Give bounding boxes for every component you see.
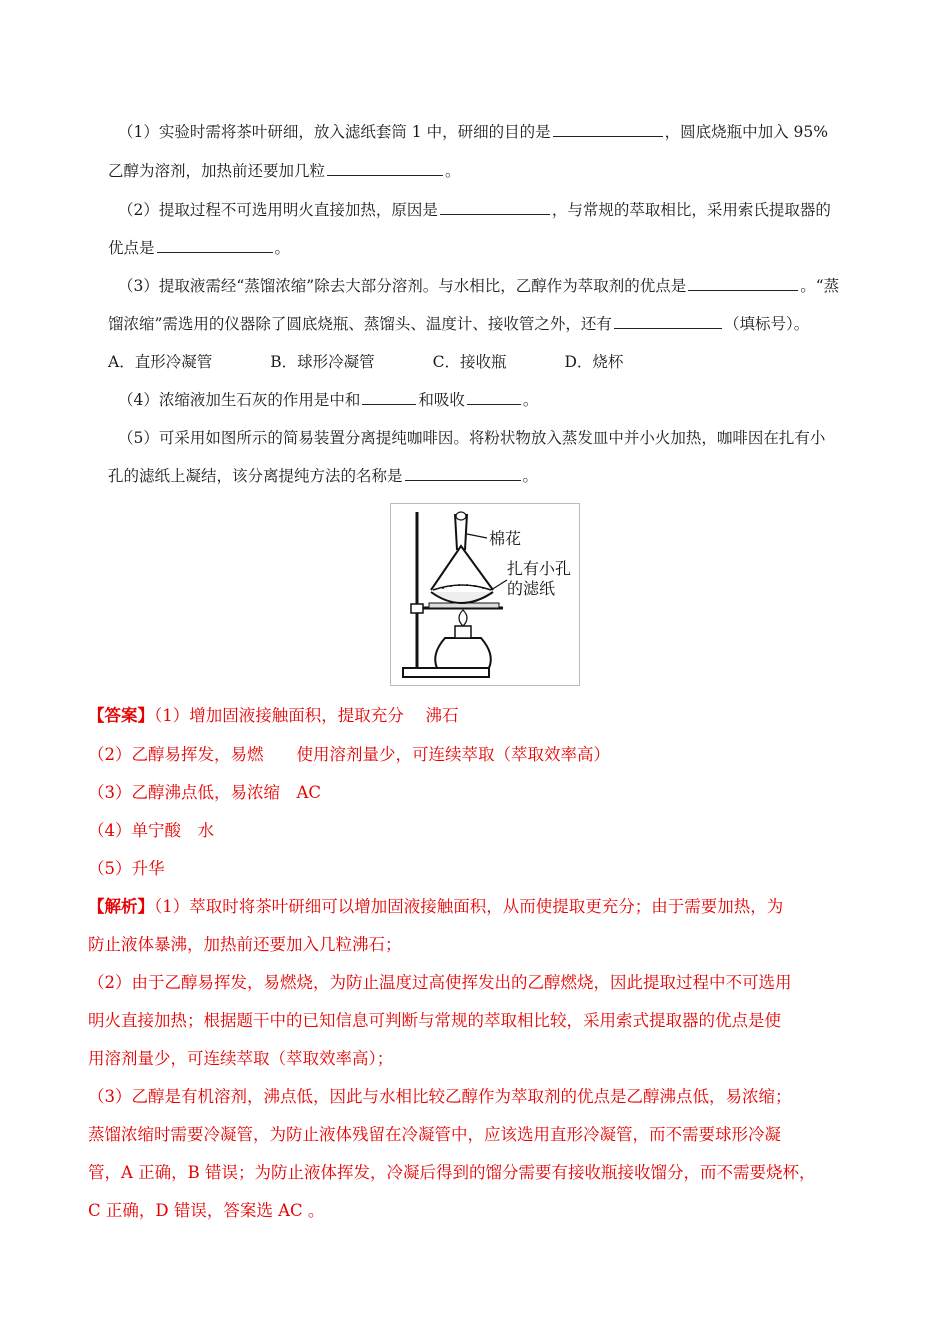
- lamp-neck: [455, 626, 471, 638]
- sublimation-apparatus-figure: [390, 503, 580, 686]
- analysis-line-2: 防止液体暴沸，加热前还要加入几粒沸石；: [88, 935, 402, 954]
- clamp: [411, 604, 423, 613]
- option-a: A．直形冷凝管: [108, 353, 213, 371]
- leader-line-paper: [491, 580, 507, 590]
- answer-blank: [467, 389, 521, 405]
- analysis-line-5: 用溶剂量少，可连续萃取（萃取效率高）；: [88, 1049, 394, 1068]
- answer-blank: [362, 389, 416, 405]
- question-3-line-1: （3）提取液需经“蒸馏浓缩”除去大部分溶剂。与水相比，乙醇作为萃取剂的优点是 。“蒸: [118, 277, 840, 295]
- question-5-line-1: （5）可采用如图所示的简易装置分离提纯咖啡因。将粉状物放入蒸发皿中并小火加热，咖啡因在扎有小: [118, 429, 826, 447]
- analysis-line-3: （2）由于乙醇易挥发，易燃烧，为防止温度过高使挥发出的乙醇燃烧，因此提取过程中不可选用: [88, 973, 792, 992]
- answer-blank: [553, 121, 663, 137]
- answer-blank: [614, 313, 722, 329]
- question-5-line-2: 孔的滤纸上凝结，该分离提纯方法的名称是 。: [108, 467, 539, 485]
- label-filter-paper-2: 的滤纸: [507, 579, 556, 598]
- analysis-line-4: 明火直接加热；根据题干中的已知信息可判断与常规的萃取相比较，采用索式提取器的优点是使: [88, 1011, 781, 1030]
- answer-blank: [327, 160, 443, 176]
- stand-base: [403, 668, 489, 677]
- question-2-line-2: 优点是 。: [108, 239, 291, 257]
- question-1-line-2: 乙醇为溶剂，加热前还要加几粒 。: [108, 162, 461, 180]
- analysis-line-9: C 正确，D 错误，答案选 AC 。: [88, 1201, 325, 1220]
- option-c: C．接收瓶: [432, 353, 507, 371]
- answer-blank: [157, 237, 273, 253]
- funnel: [431, 546, 493, 590]
- analysis-line-6: （3）乙醇是有机溶剂，沸点低，因此与水相比较乙醇作为萃取剂的优点是乙醇沸点低，易浓缩；: [88, 1087, 792, 1106]
- answer-line-1: 【答案】（1）增加固液接触面积，提取充分 沸石: [88, 706, 459, 725]
- analysis-tag: 【解析】: [88, 897, 154, 916]
- cotton: [456, 512, 466, 520]
- question-4-line: （4）浓缩液加生石灰的作用是中和 和吸收 。: [118, 391, 539, 409]
- answer-line-5: （5）升华: [88, 859, 165, 878]
- answer-tag: 【答案】: [88, 706, 154, 725]
- answer-line-2: （2）乙醇易挥发，易燃 使用溶剂量少，可连续萃取（萃取效率高）: [88, 745, 610, 764]
- label-cotton: 棉花: [489, 529, 522, 548]
- answer-blank: [405, 465, 521, 481]
- analysis-line-1: 【解析】（1）萃取时将茶叶研细可以增加固液接触面积，从而使提取更充分；由于需要加热，为: [88, 897, 784, 916]
- question-2-line-1: （2）提取过程不可选用明火直接加热，原因是 ，与常规的萃取相比，采用索氏提取器的: [118, 201, 831, 219]
- flame: [459, 610, 467, 626]
- analysis-line-7: 蒸馏浓缩时需要冷凝管，为防止液体残留在冷凝管中，应该选用直形冷凝管，而不需要球形冷凝: [88, 1125, 781, 1144]
- leader-line-cotton: [467, 534, 487, 538]
- answer-blank: [440, 199, 550, 215]
- funnel-stem-right: [465, 514, 467, 550]
- options-row: [108, 351, 681, 373]
- answer-blank: [688, 275, 798, 291]
- label-filter-paper-1: 扎有小孔: [507, 559, 572, 578]
- evaporating-dish: [431, 592, 493, 603]
- question-3-line-2: 馏浓缩”需选用的仪器除了圆底烧瓶、蒸馏头、温度计、接收管之外，还有 （填标号）。: [108, 315, 810, 333]
- option-b: B．球形冷凝管: [270, 353, 375, 371]
- alcohol-lamp: [435, 638, 491, 668]
- question-1-line-1: （1）实验时需将茶叶研细，放入滤纸套筒 1 中，研细的目的是 ，圆底烧瓶中加入 95%: [118, 123, 828, 141]
- funnel-stem-left: [455, 514, 457, 550]
- answer-line-4: （4）单宁酸 水: [88, 821, 214, 840]
- analysis-line-8: 管，A 正确，B 错误；为防止液体挥发，冷凝后得到的馏分需要有接收瓶接收馏分，而不需要烧杯，: [88, 1163, 816, 1182]
- option-d: D．烧杯: [564, 353, 624, 371]
- answer-line-3: （3）乙醇沸点低，易浓缩 AC: [88, 783, 322, 802]
- apparatus-diagram: [391, 504, 579, 685]
